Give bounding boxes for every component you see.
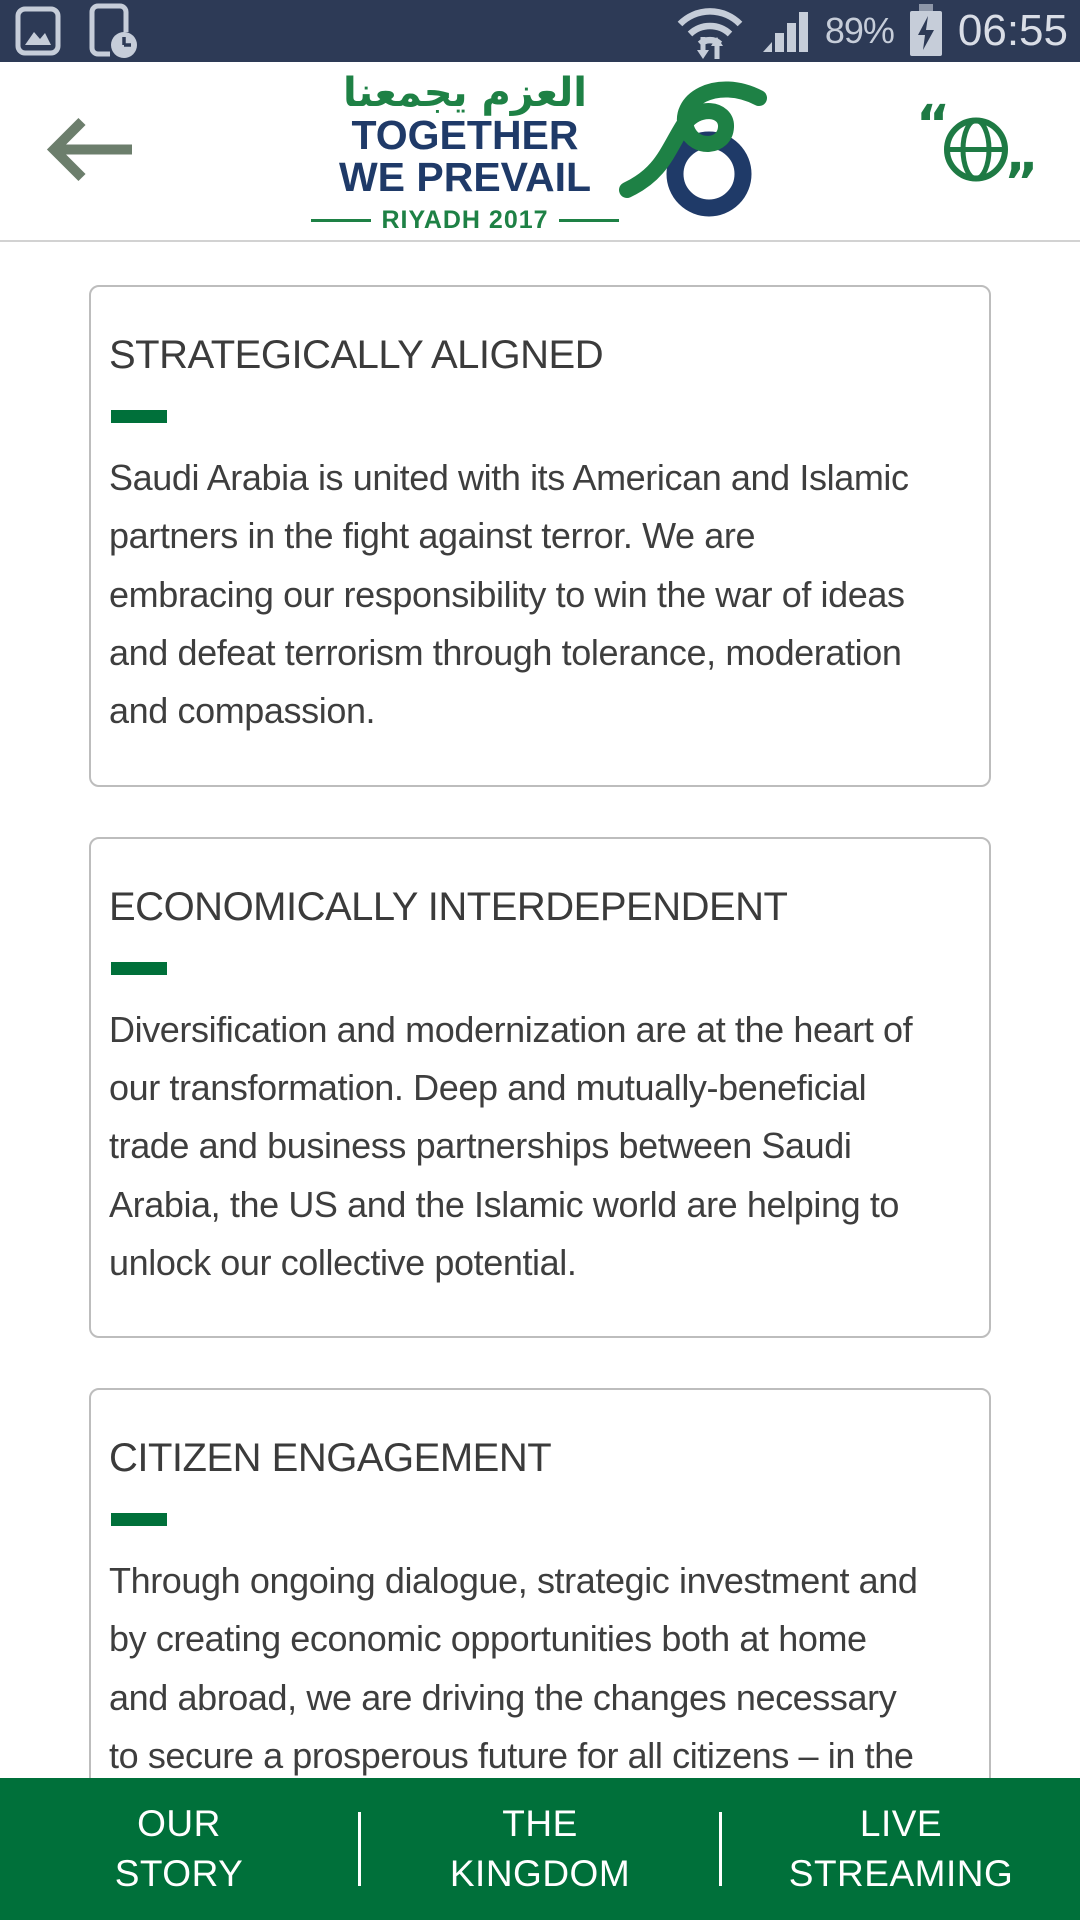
tagline-text: RIYADH 2017: [381, 206, 549, 235]
status-left: [12, 4, 142, 58]
logo-arabic-text: العزم يجمعنا: [342, 69, 587, 116]
signal-strength-icon: [761, 6, 811, 56]
logo-tagline: [311, 206, 618, 235]
accent-bar: [111, 962, 167, 975]
back-button[interactable]: [42, 113, 138, 190]
card-title: STRATEGICALLY ALIGNED: [109, 333, 604, 377]
accent-bar: [111, 1513, 167, 1526]
nav-item-our-story[interactable]: OUR STORY: [0, 1799, 358, 1899]
nav-item-the-kingdom[interactable]: THE KINGDOM: [361, 1799, 719, 1899]
nav-item-live-streaming[interactable]: LIVE STREAMING: [722, 1799, 1080, 1899]
status-right: [673, 3, 1068, 59]
logo-swirl-icon: [609, 84, 769, 224]
card-body: Saudi Arabia is united with its American and Islamic partners in the fight against terror. We are embracing our responsibility to win the war of ideas and defeat terrorism through tolerance, moderation and compassion.: [109, 457, 909, 732]
status-bar: [0, 0, 1080, 62]
tagline-dash-left: [311, 219, 371, 222]
card-citizen-engagement: [89, 1388, 991, 1831]
gallery-icon: [12, 5, 64, 57]
event-logo: [311, 71, 768, 236]
battery-charging-icon: [908, 4, 944, 58]
logo-line-together: TOGETHER: [351, 111, 579, 158]
card-strategically-aligned: [89, 285, 991, 787]
clock-text: 06:55: [957, 6, 1068, 55]
accent-bar: [111, 410, 167, 423]
card-body: Through ongoing dialogue, strategic investment and by creating economic opportunities both at home and abroad, we are driving the changes necessary to secure a prosperous future for all citizens – in the: [109, 1560, 918, 1777]
logo-line-we-prevail: WE PREVAIL: [338, 153, 592, 200]
bottom-nav: [0, 1778, 1080, 1920]
battery-percent: 89%: [824, 10, 894, 51]
page-content: [0, 242, 1080, 1831]
svg-text:“: “: [916, 94, 951, 155]
device-clock-icon: [84, 4, 142, 58]
language-button[interactable]: [916, 94, 1039, 213]
card-economically-interdependent: [89, 837, 991, 1339]
wifi-updown-icon: [673, 3, 747, 59]
svg-text:”: ”: [1004, 152, 1039, 213]
card-body: Diversification and modernization are at the heart of our transformation. Deep and mutually-beneficial trade and business partnerships between Saudi Arabia, the US and the Islamic world are helping to unlock our collective potential.: [109, 1008, 913, 1283]
globe-quotes-icon: [916, 94, 1039, 213]
app-header: [0, 62, 1080, 242]
logo-text: [311, 71, 618, 236]
card-title: ECONOMICALLY INTERDEPENDENT: [109, 884, 788, 929]
card-title: CITIZEN ENGAGEMENT: [109, 1436, 552, 1481]
back-arrow-icon: [42, 113, 138, 187]
